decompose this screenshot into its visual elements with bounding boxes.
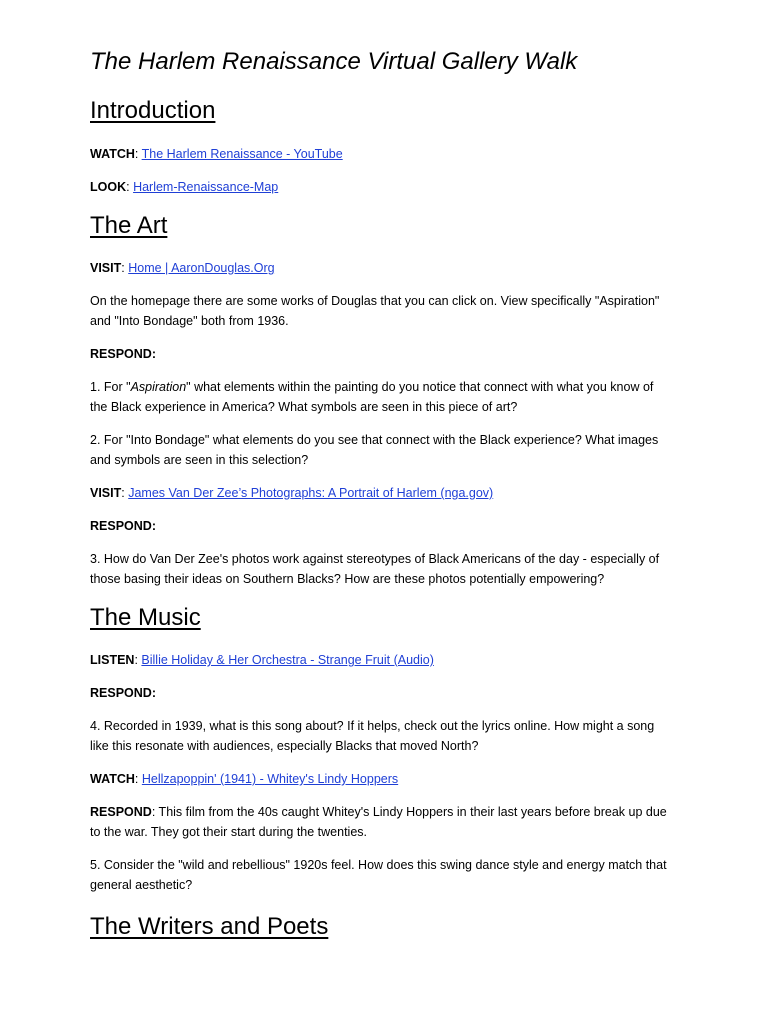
hellzapoppin-link[interactable]: Hellzapoppin' (1941) - Whitey's Lindy Hoppers [141, 772, 399, 786]
respond-film-line-1: RESPOND: This film from the 40s caught Whitey's Lindy Hoppers in their last years before break up due [90, 805, 667, 819]
question-1-line-2: the Black experience in America? What symbols are seen in this piece of art? [90, 400, 518, 414]
respond-label: RESPOND: [90, 686, 156, 700]
question-5-line-2: general aesthetic? [90, 878, 193, 892]
heading-the-music: The Music [90, 604, 201, 631]
harlem-renaissance-youtube-link[interactable]: The Harlem Renaissance - YouTube [141, 147, 343, 161]
question-2-line-1: 2. For "Into Bondage" what elements do you see that connect with the Black experience? What images [90, 433, 659, 447]
look-line: LOOK: Harlem-Renaissance-Map [90, 180, 279, 194]
question-3-line-2: those basing their ideas on Southern Blacks? How are these photos potentially empowering? [90, 572, 605, 586]
harlem-renaissance-map-link[interactable]: Harlem-Renaissance-Map [133, 180, 279, 194]
visit-line-2: VISIT: James Van Der Zee’s Photographs: A Portrait of Harlem (nga.gov) [90, 486, 494, 500]
visit-label: VISIT [90, 261, 122, 275]
listen-line: LISTEN: Billie Holiday & Her Orchestra - Strange Fruit (Audio) [90, 653, 434, 667]
visit-label: VISIT [90, 486, 122, 500]
paragraph-homepage-line-2: and "Into Bondage" both from 1936. [90, 314, 289, 328]
question-1-line-1: 1. For "Aspiration" what elements within the painting do you notice that connect with what you know of [90, 380, 654, 394]
question-5-line-1: 5. Consider the "wild and rebellious" 1920s feel. How does this swing dance style and energy match that [90, 858, 667, 872]
van-der-zee-link[interactable]: James Van Der Zee’s Photographs: A Portrait of Harlem (nga.gov) [128, 486, 494, 500]
visit-line-1: VISIT: Home | AaronDouglas.Org [90, 261, 275, 275]
heading-introduction: Introduction [90, 97, 216, 124]
watch-label: WATCH [90, 147, 135, 161]
aaron-douglas-link[interactable]: Home | AaronDouglas.Org [128, 261, 275, 275]
look-label: LOOK [90, 180, 127, 194]
question-4-line-2: like this resonate with audiences, especially Blacks that moved North? [90, 739, 479, 753]
respond-film-line-2: to the war. They got their start during the twenties. [90, 825, 368, 839]
heading-writers-and-poets: The Writers and Poets [90, 913, 329, 940]
document-title: The Harlem Renaissance Virtual Gallery Walk [90, 48, 578, 75]
respond-label: RESPOND: [90, 347, 156, 361]
strange-fruit-link[interactable]: Billie Holiday & Her Orchestra - Strange Fruit (Audio) [141, 653, 434, 667]
respond-label: RESPOND [90, 805, 152, 819]
question-3-line-1: 3. How do Van Der Zee's photos work against stereotypes of Black Americans of the day - especially of [90, 552, 660, 566]
question-2-line-2: and symbols are seen in this selection? [90, 453, 309, 467]
aspiration-title: Aspiration [130, 380, 187, 394]
paragraph-homepage-line-1: On the homepage there are some works of Douglas that you can click on. View specifically "Aspiration" [90, 294, 660, 308]
heading-the-art: The Art [90, 212, 168, 239]
watch-label: WATCH [90, 772, 135, 786]
watch-line: WATCH: The Harlem Renaissance - YouTube [90, 147, 343, 161]
listen-label: LISTEN [90, 653, 135, 667]
respond-label: RESPOND: [90, 519, 156, 533]
question-4-line-1: 4. Recorded in 1939, what is this song about? If it helps, check out the lyrics online. How might a song [90, 719, 655, 733]
watch-line-music: WATCH: Hellzapoppin' (1941) - Whitey's Lindy Hoppers [90, 772, 399, 786]
